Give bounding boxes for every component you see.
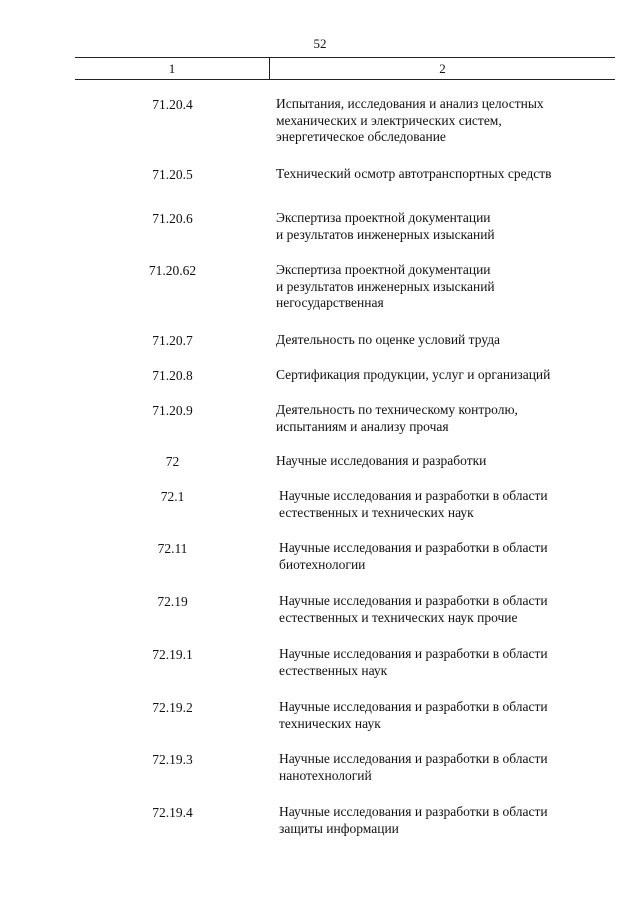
description-line: Деятельность по техническому контролю, (276, 402, 518, 417)
description-line: естественных и технических наук прочие (279, 609, 518, 625)
description-line: Испытания, исследования и анализ целостных (276, 96, 544, 111)
header-column-1: 1 (75, 58, 270, 79)
row-code: 72.19 (157, 594, 188, 609)
row-code: 72 (165, 454, 180, 469)
description-line: механических и электрических систем, (276, 112, 502, 128)
description-line: Научные исследования и разработки в области (279, 699, 548, 714)
description-line: Научные исследования и разработки в области (279, 646, 548, 661)
row-code: 71.20.9 (152, 403, 193, 418)
row-description (279, 646, 609, 679)
description-line: защиты информации (279, 820, 399, 836)
row-code: 71.20.8 (152, 368, 193, 383)
description-line: Научные исследования и разработки в области (279, 593, 548, 608)
row-code: 71.20.62 (148, 263, 197, 278)
description-line: негосударственная (276, 295, 384, 310)
description-line: испытаниям и анализу прочая (276, 418, 449, 434)
description-line: Научные исследования и разработки в области (279, 540, 548, 555)
description-line: Научные исследования и разработки в области (279, 488, 548, 503)
row-description (276, 96, 606, 146)
row-code: 72.19.1 (152, 647, 193, 662)
description-line: естественных и технических наук (279, 504, 474, 520)
row-description (276, 402, 606, 435)
row-code: 71.20.6 (152, 211, 193, 226)
row-code: 71.20.4 (152, 97, 193, 112)
description-line: Технический осмотр автотранспортных средств (276, 166, 552, 181)
row-code: 72.19.2 (152, 700, 193, 715)
row-description (279, 593, 609, 626)
row-code: 72.19.4 (152, 805, 193, 820)
description-line: Научные исследования и разработки (276, 453, 487, 468)
description-line: естественных наук (279, 662, 388, 678)
row-description (276, 332, 606, 349)
row-description (276, 453, 606, 470)
description-line: Экспертиза проектной документации (276, 210, 491, 225)
row-code: 72.11 (157, 541, 188, 556)
description-line: и результатов инженерных изысканий (276, 226, 495, 242)
row-description (279, 804, 609, 837)
row-code: 71.20.7 (152, 333, 193, 348)
table-header (75, 57, 615, 80)
header-column-2: 2 (439, 61, 446, 76)
row-description (276, 262, 606, 312)
description-line: Деятельность по оценке условий труда (276, 332, 501, 347)
row-description (279, 751, 609, 784)
description-line: технических наук (279, 715, 381, 731)
row-description (279, 699, 609, 732)
row-code: 71.20.5 (152, 167, 193, 182)
row-description (276, 166, 606, 183)
row-description (276, 210, 606, 243)
description-line: Сертификация продукции, услуг и организаций (276, 367, 551, 382)
description-line: Экспертиза проектной документации (276, 262, 491, 277)
row-description (276, 367, 606, 384)
row-description (279, 540, 609, 573)
description-line: Научные исследования и разработки в области (279, 751, 548, 766)
description-line: нанотехнологий (279, 767, 372, 783)
page-number: 52 (313, 36, 327, 51)
row-code: 72.1 (160, 489, 185, 504)
description-line: биотехнологии (279, 556, 366, 572)
description-line: энергетическое обследование (276, 129, 446, 144)
row-description (279, 488, 609, 521)
description-line: Научные исследования и разработки в области (279, 804, 548, 819)
row-code: 72.19.3 (152, 752, 193, 767)
description-line: и результатов инженерных изысканий (276, 278, 495, 294)
